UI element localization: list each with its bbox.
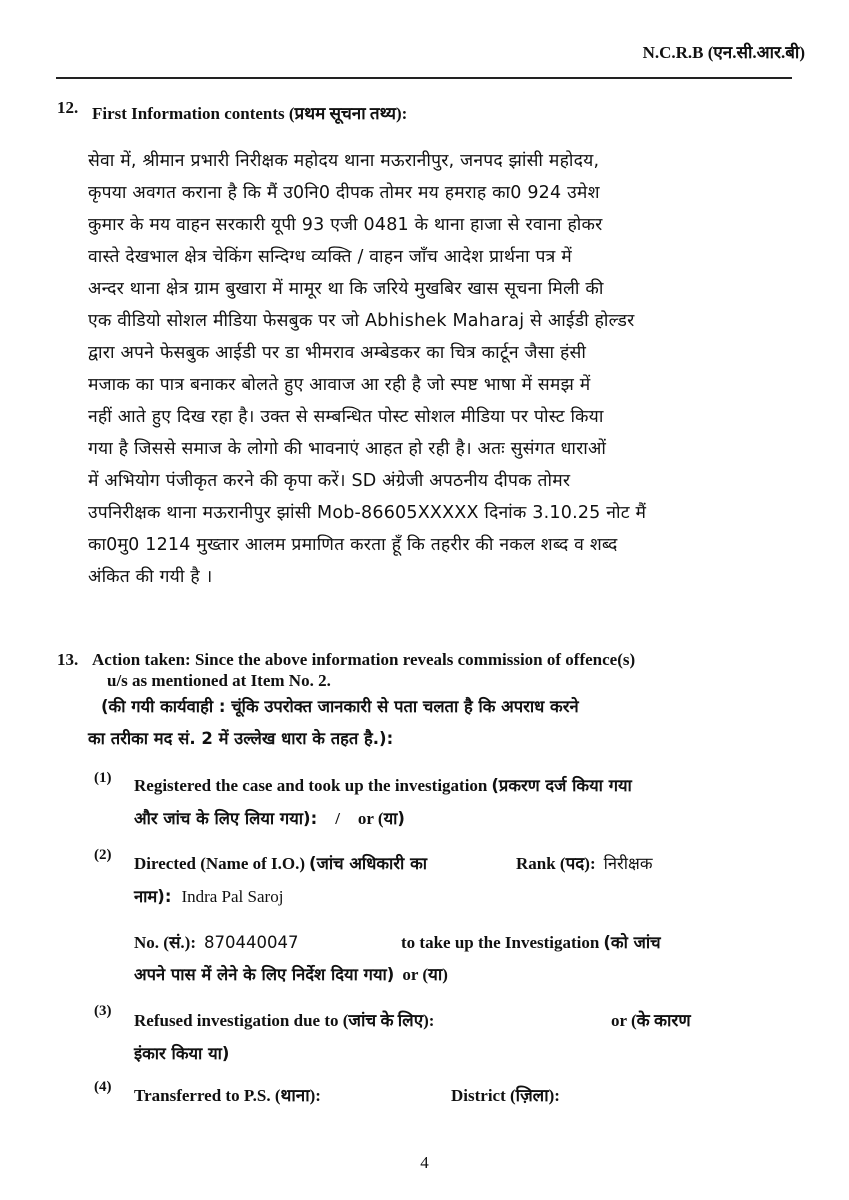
item-2-direct-en: to take up the Investigation bbox=[401, 933, 600, 952]
fir-line: में अभियोग पंजीकृत करने की कृपा करें। SD अंग्रेजी अपठनीय दीपक तोमर bbox=[88, 471, 571, 491]
section-12-title: First Information contents (प्रथम सूचना तथ्य): bbox=[92, 104, 408, 123]
fir-line: मजाक का पात्र बनाकर बोलते हुए आवाज आ रही है जो स्पष्ट भाषा में समझ में bbox=[88, 375, 591, 395]
item-3-or: or (के कारण bbox=[611, 1011, 691, 1030]
item-2-number: (2) bbox=[94, 847, 112, 863]
item-3-number: (3) bbox=[94, 1003, 112, 1019]
item-1-number: (1) bbox=[94, 770, 112, 786]
item-3-label: Refused investigation due to (जांच के लिए): bbox=[134, 1011, 435, 1030]
item-1-or: or ( bbox=[357, 809, 384, 828]
fir-line: उपनिरीक्षक थाना मऊरानीपुर झांसी Mob-86605XXXXX दिनांक 3.10.25 नोट मैं bbox=[88, 503, 647, 523]
section-13-title-line2: u/s as mentioned at Item No. 2. bbox=[107, 671, 331, 690]
item-2-label-en: Directed (Name of I.O.) bbox=[134, 854, 306, 873]
item-3-line2: इंकार किया या) bbox=[134, 1044, 230, 1063]
fir-line: गया है जिससे समाज के लोगो की भावनाएं आहत हो रही है। अतः सुसंगत धाराओं bbox=[88, 439, 607, 459]
fir-line: सेवा में, श्रीमान प्रभारी निरीक्षक महोदय थाना मऊरानीपुर, जनपद झांसी महोदय, bbox=[88, 151, 600, 171]
item-1-line1 bbox=[134, 773, 632, 796]
item-2-line3 bbox=[134, 930, 299, 953]
document-header-title: N.C.R.B (एन.सी.आर.बी) bbox=[642, 43, 805, 62]
io-number-value: 870440047 bbox=[204, 933, 299, 952]
rank-label: Rank (पद): bbox=[516, 854, 596, 873]
item-2-naam: नाम): bbox=[134, 887, 172, 906]
item-2-line1 bbox=[134, 851, 427, 874]
fir-line: अंकित की गयी है । bbox=[88, 567, 213, 587]
fir-line: एक वीडियो सोशल मीडिया फेसबुक पर जो Abhishek Maharaj से आईडी होल्डर bbox=[88, 311, 635, 331]
item-1-line2-hi: और जांच के लिए लिया गया): bbox=[134, 809, 318, 828]
page-number: 4 bbox=[420, 1153, 429, 1172]
item-2-direct bbox=[401, 930, 661, 953]
section-13-title-line1: Action taken: Since the above information reveals commission of offence(s) bbox=[92, 650, 636, 669]
section-12-number: 12. bbox=[57, 98, 79, 117]
item-1-ya: या) bbox=[383, 809, 405, 828]
item-2-label-hi: (जांच अधिकारी का bbox=[309, 854, 428, 873]
item-1-label-en: Registered the case and took up the investigation bbox=[134, 776, 488, 795]
item-2-or: or (या) bbox=[402, 965, 448, 984]
fir-line: कृपया अवगत कराना है कि मैं उ0नि0 दीपक तोमर मय हमराह का0 924 उमेश bbox=[88, 183, 600, 203]
item-2-direct-hi: (को जांच bbox=[603, 933, 661, 952]
fir-line: द्वारा अपने फेसबुक आईडी पर डा भीमराव अम्बेडकर का चित्र कार्टून जैसा हंसी bbox=[88, 343, 587, 363]
item-4-number: (4) bbox=[94, 1079, 112, 1095]
fir-line: वास्ते देखभाल क्षेत्र चेकिंग सन्दिग्ध व्यक्ति / वाहन जाँच आदेश प्रार्थना पत्र में bbox=[88, 247, 572, 267]
item-2-line4-hi: अपने पास में लेने के लिए निर्देश दिया गया) bbox=[134, 965, 395, 984]
item-2-line2 bbox=[134, 884, 283, 907]
item-2-line4 bbox=[134, 962, 448, 985]
io-name: Indra Pal Saroj bbox=[181, 887, 284, 906]
section-13-hindi-line1: (की गयी कार्यवाही : चूंकि उपरोक्त जानकारी से पता चलता है कि अपराध करने bbox=[101, 697, 579, 716]
item-1-separator: / bbox=[335, 809, 340, 828]
fir-line: अन्दर थाना क्षेत्र ग्राम बुखारा में मामूर था कि जरिये मुखबिर खास सूचना मिली की bbox=[88, 279, 604, 299]
item-2-rank bbox=[516, 851, 653, 874]
item-1-label-hi: (प्रकरण दर्ज किया गया bbox=[491, 776, 632, 795]
fir-line: नहीं आते हुए दिख रहा है। उक्त से सम्बन्धित पोस्ट सोशल मीडिया पर पोस्ट किया bbox=[88, 407, 604, 427]
item-4-label: Transferred to P.S. (थाना): bbox=[134, 1086, 321, 1105]
fir-line: कुमार के मय वाहन सरकारी यूपी 93 एजी 0481 के थाना हाजा से रवाना होकर bbox=[88, 215, 603, 235]
io-number-label: No. (सं.): bbox=[134, 933, 197, 952]
item-4-district: District (ज़िला): bbox=[451, 1086, 560, 1105]
fir-line: का0मु0 1214 मुख्तार आलम प्रमाणित करता हूँ कि तहरीर की नकल शब्द व शब्द bbox=[88, 535, 618, 555]
item-1-line2 bbox=[134, 806, 405, 829]
section-13-number: 13. bbox=[57, 650, 79, 669]
section-13-hindi-line2: का तरीका मद सं. 2 में उल्लेख धारा के तहत है.): bbox=[88, 729, 394, 748]
header-divider bbox=[56, 77, 792, 79]
rank-value: निरीक्षक bbox=[603, 854, 653, 873]
